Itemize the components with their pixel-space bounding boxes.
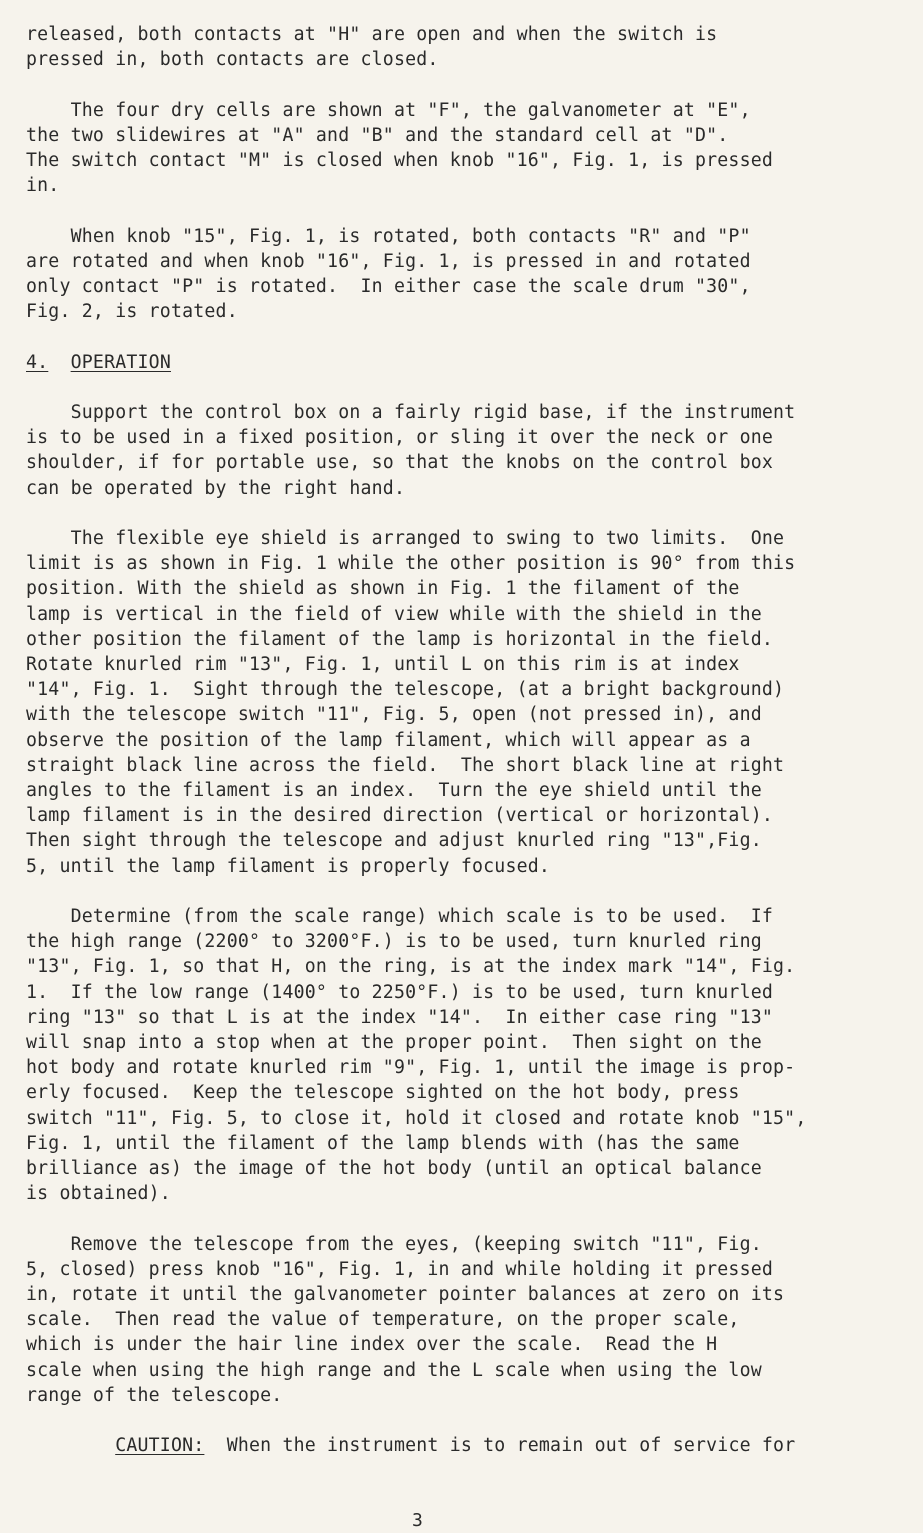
text-line: scale. Then read the value of temperature, on the proper scale,	[26, 1309, 740, 1331]
paragraph	[26, 224, 903, 325]
text-line: straight black line across the field. The short black line at right	[26, 754, 785, 776]
section-title: OPERATION	[70, 351, 171, 373]
text-line: hot body and rotate knurled rim "9", Fig. 1, until the image is prop-	[26, 1057, 796, 1079]
text-line: range of the telescope.	[26, 1384, 283, 1406]
text-line: Support the control box on a fairly rigid base, if the instrument	[26, 401, 796, 423]
text-line: is to be used in a fixed position, or sling it over the neck or one	[26, 427, 774, 449]
caution-indent	[26, 1435, 115, 1456]
text-line: 5, until the lamp filament is properly focused.	[26, 855, 551, 877]
paragraph	[26, 98, 903, 199]
caution-label: CAUTION:	[115, 1435, 205, 1457]
paragraph	[26, 400, 903, 501]
text-line: The switch contact "M" is closed when knob "16", Fig. 1, is pressed	[26, 150, 774, 171]
text-line: Fig. 1, until the filament of the lamp blends with (has the same	[26, 1132, 740, 1154]
text-line: is obtained).	[26, 1183, 171, 1205]
paragraph	[26, 22, 903, 72]
text-line: ring "13" so that L is at the index "14". In either case ring "13"	[26, 1006, 774, 1028]
text-line: the high range (2200° to 3200°F.) is to be used, turn knurled ring	[26, 931, 762, 953]
text-line: brilliance as) the image of the hot body (until an optical balance	[26, 1158, 762, 1180]
text-line: can be operated by the right hand.	[26, 477, 406, 499]
text-line: with the telescope switch "11", Fig. 5, open (not pressed in), and	[26, 704, 762, 726]
text-line: in, rotate it until the galvanometer pointer balances at zero on its	[26, 1284, 785, 1306]
intro-paragraphs	[26, 22, 903, 324]
paragraph	[26, 526, 903, 879]
text-line: The flexible eye shield is arranged to swing to two limits. One	[26, 527, 785, 549]
text-line: limit is as shown in Fig. 1 while the other position is 90° from this	[26, 553, 796, 575]
caution-line	[26, 1433, 903, 1458]
text-line: are rotated and when knob "16", Fig. 1, is pressed in and rotated	[26, 250, 751, 272]
text-line: position. With the shield as shown in Fig. 1 the filament of the	[26, 578, 740, 600]
operation-paragraphs	[26, 400, 903, 1408]
text-line: 5, closed) press knob "16", Fig. 1, in and while holding it pressed	[26, 1258, 774, 1280]
paragraph	[26, 904, 903, 1206]
text-line: Remove the telescope from the eyes, (keeping switch "11", Fig.	[26, 1233, 762, 1255]
text-line: "13", Fig. 1, so that H, on the ring, is at the index mark "14", Fig.	[26, 956, 796, 978]
text-line: lamp is vertical in the field of view while with the shield in the	[26, 603, 762, 625]
text-line: pressed in, both contacts are closed.	[26, 49, 439, 71]
text-line: will snap into a stop when at the proper point. Then sight on the	[26, 1032, 762, 1054]
text-line: which is under the hair line index over the scale. Read the H	[26, 1334, 718, 1356]
text-line: Then sight through the telescope and adjust knurled ring "13",Fig.	[26, 830, 762, 852]
text-line: 1. If the low range (1400° to 2250°F.) is to be used, turn knurled	[26, 981, 774, 1003]
text-line: scale when using the high range and the L scale when using the low	[26, 1359, 762, 1381]
text-line: Determine (from the scale range) which scale is to be used. If	[26, 906, 774, 928]
section-heading	[26, 350, 903, 375]
section-number: 4.	[26, 351, 49, 373]
text-line: the two slidewires at "A" and "B" and the standard cell at "D".	[26, 124, 729, 146]
text-line: "14", Fig. 1. Sight through the telescope, (at a bright background)	[26, 679, 785, 701]
heading-gap	[48, 350, 70, 375]
text-line: When knob "15", Fig. 1, is rotated, both contacts "R" and "P"	[26, 225, 751, 247]
text-line: shoulder, if for portable use, so that the knobs on the control box	[26, 452, 774, 474]
text-line: observe the position of the lamp filament, which will appear as a	[26, 729, 751, 751]
paragraph	[26, 1232, 903, 1408]
text-line: released, both contacts at "H" are open and when the switch is	[26, 24, 718, 45]
page-number: 3	[412, 1510, 424, 1531]
text-line: angles to the filament is an index. Turn the eye shield until the	[26, 780, 762, 802]
text-line: switch "11", Fig. 5, to close it, hold it closed and rotate knob "15",	[26, 1107, 807, 1129]
text-line: other position the filament of the lamp is horizontal in the field.	[26, 628, 774, 650]
caution-text: When the instrument is to remain out of service for	[204, 1435, 796, 1457]
text-line: lamp filament is in the desired direction (vertical or horizontal).	[26, 805, 774, 827]
text-line: Rotate knurled rim "13", Fig. 1, until L on this rim is at index	[26, 654, 740, 675]
text-line: erly focused. Keep the telescope sighted on the hot body, press	[26, 1082, 740, 1104]
text-line: only contact "P" is rotated. In either case the scale drum "30",	[26, 276, 751, 297]
text-line: in.	[26, 175, 60, 197]
text-line: The four dry cells are shown at "F", the galvanometer at "E",	[26, 99, 751, 121]
text-line: Fig. 2, is rotated.	[26, 301, 238, 323]
